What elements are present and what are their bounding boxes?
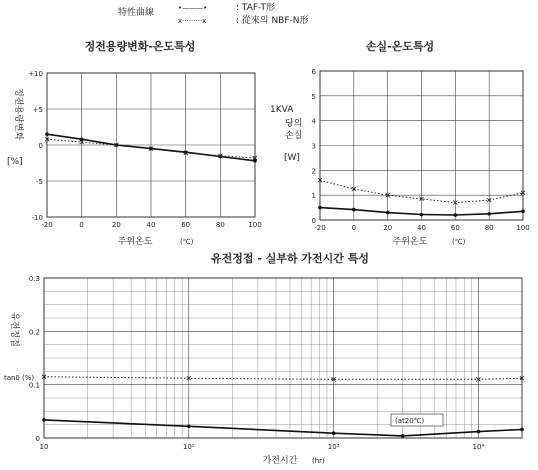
chart3-xunit: (hr) xyxy=(312,457,325,465)
x-tick-label: 0 xyxy=(79,221,84,229)
chart3-ylabel: 유전정접 xyxy=(9,312,19,347)
data-point-taf xyxy=(45,132,49,136)
y-tick-label: -10 xyxy=(31,214,43,222)
x-tick-label: 20 xyxy=(111,221,121,229)
x-tick-label: 100 xyxy=(248,221,262,229)
data-point-taf xyxy=(386,211,390,215)
x-tick-label: 10² xyxy=(182,443,195,451)
y-tick-label: 1 xyxy=(311,192,316,201)
chart-dissipation-time xyxy=(4,251,524,466)
chart3-grid xyxy=(44,278,522,438)
x-tick-label: 20 xyxy=(383,224,393,232)
x-tick-label: 10 xyxy=(39,443,49,451)
chart2-grid xyxy=(320,71,523,220)
y-tick-label: 4 xyxy=(311,117,316,126)
data-point-taf xyxy=(318,206,322,210)
x-tick-label: -20 xyxy=(314,224,326,232)
data-point-taf xyxy=(187,424,191,428)
data-point-taf xyxy=(477,430,481,434)
chart1-xlabel: 주위온도 xyxy=(117,237,153,247)
data-point-taf xyxy=(352,208,356,212)
x-tick-label: -20 xyxy=(41,221,53,229)
y-tick-label: 0.3 xyxy=(28,275,40,283)
y-tick-label: 0.1 xyxy=(28,381,40,390)
chart1-y-ticks xyxy=(28,70,43,222)
data-point-taf xyxy=(401,434,405,438)
chart3-series xyxy=(42,375,524,438)
y-tick-label: 6 xyxy=(311,68,316,76)
legend-marker-nbf: x·········x xyxy=(178,17,207,25)
data-point-taf xyxy=(454,213,458,217)
y-tick-label: 0 xyxy=(35,435,40,443)
series-line-nbf xyxy=(44,377,522,380)
x-tick-label: 80 xyxy=(215,221,225,229)
chart1-grid xyxy=(47,73,255,217)
x-tick-label: 10⁴ xyxy=(472,443,485,451)
chart1-title: 정전용량변화-온도특성 xyxy=(84,40,196,53)
y-tick-label: 2 xyxy=(311,167,316,176)
legend-title: 特性曲線 xyxy=(118,8,155,18)
y-tick-label: 0 xyxy=(311,217,316,225)
y-tick-label: 0.2 xyxy=(28,328,40,337)
x-tick-label: 10³ xyxy=(327,443,340,451)
x-tick-label: 40 xyxy=(146,221,156,229)
data-point-taf xyxy=(42,418,46,422)
y-tick-label: 3 xyxy=(311,142,316,151)
chart2-title: 손실-온도특성 xyxy=(365,40,435,53)
data-point-taf xyxy=(487,212,491,216)
x-tick-label: 80 xyxy=(484,224,494,232)
chart3-xlabel: 가전시간 xyxy=(262,456,298,466)
chart1-x-ticks xyxy=(41,221,261,229)
legend xyxy=(118,2,309,26)
chart2-x-ticks xyxy=(314,224,529,232)
legend-label-nbf: : 從來의 NBF-N形 xyxy=(236,16,309,26)
chart2-y-ticks xyxy=(312,68,317,225)
data-point-taf xyxy=(332,431,336,435)
chart2-ylabel: 1KVA 당의 손실 xyxy=(270,105,303,141)
chart2-yunit: [W] xyxy=(284,153,300,163)
series-line-taf xyxy=(44,420,522,436)
chart2-xlabel: 주위온도 xyxy=(392,237,428,247)
x-tick-label: 60 xyxy=(181,221,191,229)
x-tick-label: 0 xyxy=(351,224,357,232)
legend-marker-taf: •———• xyxy=(178,4,208,12)
chart3-y-ticks xyxy=(29,275,40,443)
x-tick-label: 40 xyxy=(417,224,426,232)
legend-label-taf: : TAF-T形 xyxy=(236,3,275,13)
data-point-taf xyxy=(520,428,524,432)
y-tick-label: 5 xyxy=(311,92,316,101)
x-tick-label: 60 xyxy=(450,224,460,232)
chart3-yunit: tanδ (%) xyxy=(4,374,35,382)
y-tick-label: +5 xyxy=(32,106,43,114)
chart-capacitance-temperature xyxy=(7,39,262,247)
data-point-taf xyxy=(521,210,525,214)
y-tick-label: +10 xyxy=(28,70,43,78)
chart3-title: 유전정접 - 실부하 가전시간 특성 xyxy=(210,252,370,265)
y-tick-label: -5 xyxy=(36,178,43,186)
chart3-x-ticks xyxy=(40,443,485,451)
chart2-xunit: (℃) xyxy=(452,238,466,246)
chart3-annotation: (at20℃) xyxy=(395,417,425,425)
chart1-xunit: (℃) xyxy=(180,238,194,246)
x-tick-label: 100 xyxy=(516,224,530,232)
chart1-ylabel: 정전용량변화 xyxy=(13,88,23,141)
data-point-taf xyxy=(420,213,424,217)
chart-loss-temperature xyxy=(270,39,530,247)
chart1-yunit: [%] xyxy=(7,157,23,167)
y-tick-label: 0 xyxy=(38,142,43,150)
